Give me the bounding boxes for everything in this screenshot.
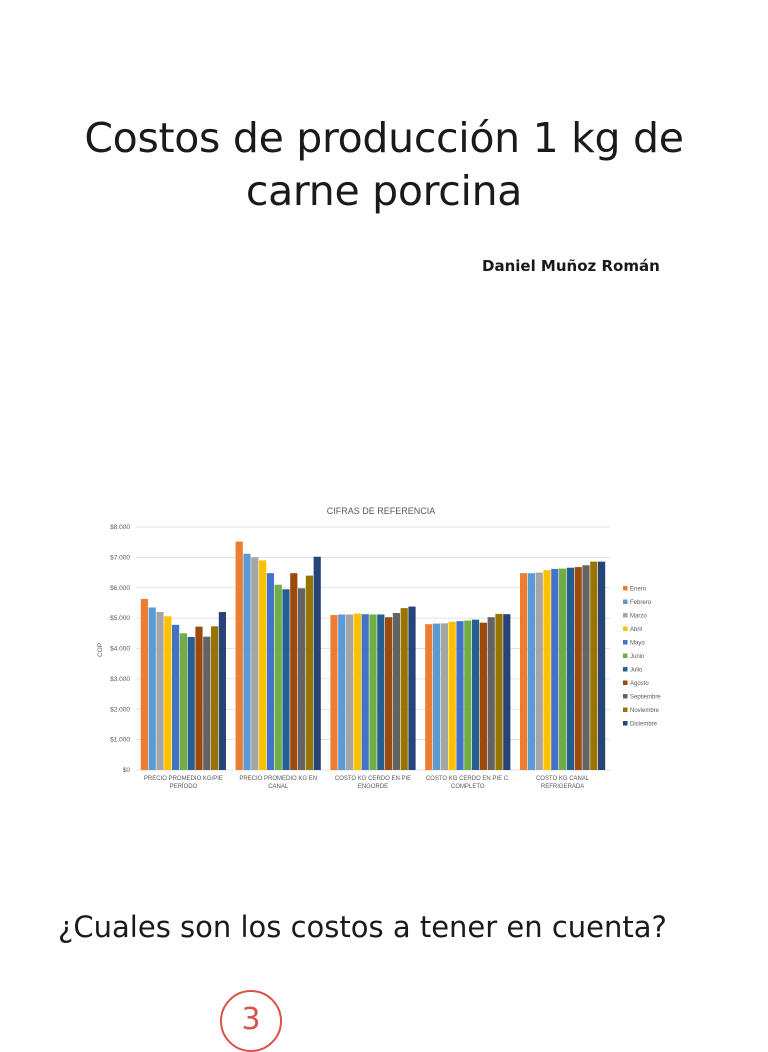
bar-junio bbox=[464, 621, 471, 770]
bar-abril bbox=[543, 570, 550, 770]
legend-label: Noviembre bbox=[630, 708, 660, 714]
bar-mayo bbox=[456, 621, 463, 770]
y-axis-ticks bbox=[110, 524, 130, 774]
legend-swatch bbox=[623, 667, 628, 672]
bar-febrero bbox=[149, 607, 156, 770]
chart-title: CIFRAS DE REFERENCIA bbox=[326, 506, 436, 516]
bar-febrero bbox=[243, 554, 250, 770]
bar-abril bbox=[354, 614, 361, 770]
bar-noviembre bbox=[495, 614, 502, 770]
bar-enero bbox=[425, 624, 432, 770]
bar-junio bbox=[180, 633, 187, 770]
bar-julio bbox=[188, 637, 195, 770]
legend-label: Mayo bbox=[630, 640, 645, 647]
legend bbox=[623, 586, 661, 728]
bar-febrero bbox=[433, 624, 440, 770]
legend-label: Julio bbox=[630, 667, 643, 674]
legend-label: Marzo bbox=[630, 613, 647, 620]
bar-mayo bbox=[362, 614, 369, 770]
x-tick-label: COSTO KG CANAL bbox=[535, 776, 590, 782]
y-tick-label: $0 bbox=[122, 767, 130, 774]
x-tick-label: PRECIO PROMEDIO KG/PIE bbox=[143, 776, 223, 782]
legend-label: Abril bbox=[630, 627, 643, 633]
bar-noviembre bbox=[211, 626, 218, 770]
question-heading: ¿Cuales son los costos a tener en cuenta? bbox=[58, 910, 667, 944]
y-tick-label: $4.000 bbox=[110, 645, 130, 653]
slide-title-line-2: carne porcina bbox=[245, 167, 523, 215]
bar-noviembre bbox=[306, 576, 313, 770]
legend-swatch bbox=[623, 721, 628, 726]
legend-swatch bbox=[623, 600, 628, 605]
x-tick-label: REFRIGERADA bbox=[540, 784, 585, 790]
bar-marzo bbox=[441, 623, 448, 770]
author-name: Daniel Muñoz Román bbox=[482, 257, 660, 275]
legend-swatch bbox=[623, 613, 628, 618]
slide-number-badge: 3 bbox=[220, 990, 282, 1052]
bar-junio bbox=[559, 569, 566, 770]
bar-febrero bbox=[338, 614, 345, 770]
bar-febrero bbox=[528, 573, 535, 770]
bar-diciembre bbox=[219, 612, 226, 770]
y-tick-label: $5.000 bbox=[110, 615, 130, 623]
bar-chart bbox=[88, 500, 678, 800]
bar-marzo bbox=[156, 612, 163, 770]
x-tick-label: PRECIO PROMEDIO KG EN bbox=[239, 776, 318, 782]
bar-septiembre bbox=[298, 588, 305, 770]
slide-title bbox=[0, 112, 768, 218]
bar-noviembre bbox=[590, 562, 597, 770]
slide-title-line-1: Costos de producción 1 kg de bbox=[84, 114, 684, 162]
bar-junio bbox=[275, 585, 282, 770]
bar-septiembre bbox=[488, 617, 495, 770]
bar-julio bbox=[567, 568, 574, 770]
y-axis-label: COP bbox=[97, 642, 104, 658]
y-tick-label: $2.000 bbox=[110, 706, 130, 714]
x-tick-label: ENGORDE bbox=[357, 784, 389, 790]
legend-label: Septiembre bbox=[630, 694, 661, 701]
legend-swatch bbox=[623, 708, 628, 713]
bar-abril bbox=[259, 560, 266, 770]
bars bbox=[141, 542, 605, 770]
bar-marzo bbox=[251, 557, 258, 770]
bar-agosto bbox=[480, 623, 487, 770]
legend-swatch bbox=[623, 586, 628, 591]
bar-mayo bbox=[267, 573, 274, 770]
legend-swatch bbox=[623, 694, 628, 699]
x-tick-label: CANAL bbox=[268, 784, 289, 790]
bar-septiembre bbox=[582, 565, 589, 770]
legend-swatch bbox=[623, 640, 628, 645]
legend-swatch bbox=[623, 681, 628, 686]
bar-julio bbox=[282, 589, 289, 770]
legend-label: Junio bbox=[630, 654, 645, 660]
legend-label: Febrero bbox=[630, 600, 652, 606]
bar-diciembre bbox=[503, 614, 510, 770]
bar-agosto bbox=[290, 573, 297, 770]
y-tick-label: $6.000 bbox=[110, 584, 130, 592]
bar-julio bbox=[377, 614, 384, 770]
bar-enero bbox=[236, 542, 243, 770]
y-tick-label: $8.000 bbox=[110, 524, 130, 531]
bar-septiembre bbox=[393, 613, 400, 770]
bar-agosto bbox=[195, 627, 202, 770]
legend-label: Diciembre bbox=[630, 721, 658, 728]
x-tick-label: COSTO KG CERDO EN PIE C. bbox=[425, 776, 510, 782]
bar-mayo bbox=[551, 569, 558, 770]
legend-swatch bbox=[623, 627, 628, 632]
legend-swatch bbox=[623, 654, 628, 659]
bar-mayo bbox=[172, 625, 179, 770]
bar-noviembre bbox=[401, 608, 408, 770]
bar-abril bbox=[164, 616, 171, 770]
bar-enero bbox=[330, 615, 337, 770]
x-axis-category-labels bbox=[144, 776, 590, 790]
bar-diciembre bbox=[314, 557, 321, 770]
bar-septiembre bbox=[203, 637, 210, 770]
y-tick-label: $7.000 bbox=[110, 554, 130, 562]
bar-marzo bbox=[536, 573, 543, 770]
y-tick-label: $3.000 bbox=[110, 675, 130, 683]
bar-agosto bbox=[385, 617, 392, 770]
bar-diciembre bbox=[598, 562, 605, 770]
legend-label: Agosto bbox=[630, 681, 649, 687]
bar-marzo bbox=[346, 614, 353, 770]
x-tick-label: COSTO KG CERDO EN PIE bbox=[334, 776, 412, 782]
bar-enero bbox=[141, 599, 148, 770]
x-tick-label: PERÍODO bbox=[169, 784, 198, 790]
bar-abril bbox=[449, 622, 456, 770]
x-tick-label: COMPLETO bbox=[451, 784, 485, 790]
bar-junio bbox=[369, 614, 376, 770]
y-tick-label: $1.000 bbox=[110, 736, 130, 744]
bar-diciembre bbox=[408, 607, 415, 770]
legend-label: Enero bbox=[630, 586, 647, 593]
bar-enero bbox=[520, 573, 527, 770]
bar-julio bbox=[472, 620, 479, 770]
bar-agosto bbox=[575, 567, 582, 770]
